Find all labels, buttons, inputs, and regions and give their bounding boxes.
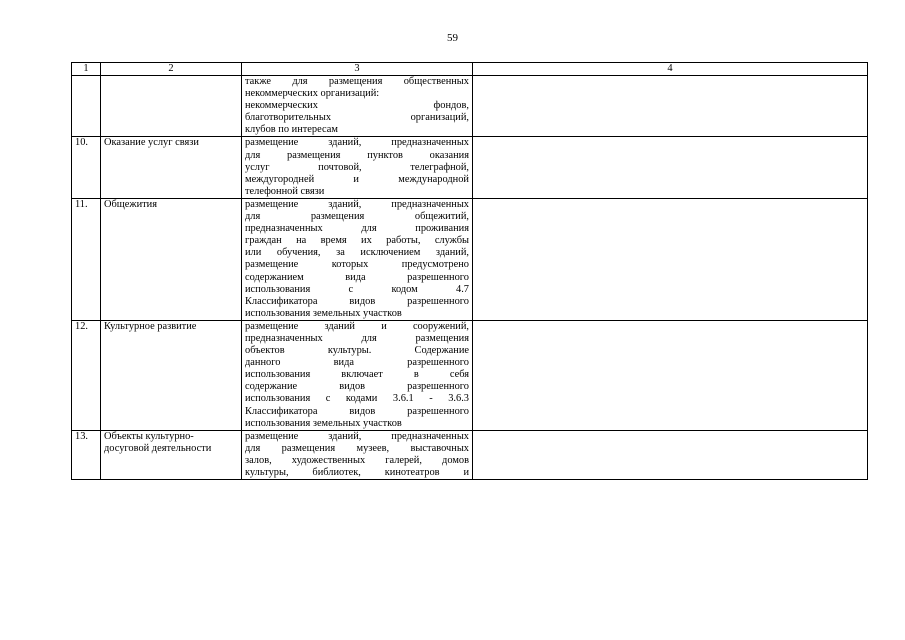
land-use-description: [242, 320, 473, 430]
header-cell-3: 3: [242, 63, 473, 76]
header-cell-2: 2: [101, 63, 242, 76]
description-line: Классификатора видов разрешенного: [245, 405, 469, 417]
description-line: для размещения пунктов оказания: [245, 149, 469, 161]
description-line: некоммерческих организаций:: [245, 88, 380, 100]
description-line: размещение которых предусмотрено: [245, 259, 469, 271]
table-row: [72, 137, 868, 198]
description-line: объектов культуры. Содержание: [245, 345, 469, 357]
table-row: [72, 198, 868, 320]
description-line: размещение зданий, предназначенных: [245, 198, 469, 210]
description-line: клубов по интересам: [245, 124, 338, 136]
row-number: 11.: [72, 198, 101, 320]
description-line: содержанием вида разрешенного: [245, 271, 469, 283]
description-line: для размещения музеев, выставочных: [245, 442, 469, 454]
table-body: [72, 76, 868, 480]
description-line: предназначенных для размещения: [245, 332, 469, 344]
column-4-cell: [473, 76, 868, 137]
row-number: 13.: [72, 430, 101, 479]
description-line: телефонной связи: [245, 185, 325, 197]
header-cell-4: 4: [473, 63, 868, 76]
land-use-type-name: [101, 76, 242, 137]
description-line: данного вида разрешенного: [245, 357, 469, 369]
land-use-type-name: Объекты культурно-досуговой деятельности: [101, 430, 242, 479]
description-line: залов, художественных галерей, домов: [245, 454, 469, 466]
description-line: использования земельных участков: [245, 417, 402, 429]
row-number: 10.: [72, 137, 101, 198]
header-cell-1: 1: [72, 63, 101, 76]
description-line: Классификатора видов разрешенного: [245, 295, 469, 307]
land-use-description: [242, 137, 473, 198]
description-line: или обучения, за исключением зданий,: [245, 247, 469, 259]
land-use-description: [242, 76, 473, 137]
description-line: содержание видов разрешенного: [245, 381, 469, 393]
land-use-type-name: Культурное развитие: [101, 320, 242, 430]
description-line: для размещения общежитий,: [245, 211, 469, 223]
land-use-type-name: Общежития: [101, 198, 242, 320]
land-use-type-name: Оказание услуг связи: [101, 137, 242, 198]
row-number: 12.: [72, 320, 101, 430]
column-4-cell: [473, 137, 868, 198]
description-line: междугородней и международной: [245, 173, 469, 185]
column-4-cell: [473, 320, 868, 430]
description-line: предназначенных для проживания: [245, 223, 469, 235]
row-number: [72, 76, 101, 137]
table-row: [72, 430, 868, 479]
description-line: услуг почтовой, телеграфной,: [245, 161, 469, 173]
description-line: использования с кодами 3.6.1 - 3.6.3: [245, 393, 469, 405]
land-use-description: [242, 198, 473, 320]
description-line: благотворительных организаций,: [245, 112, 469, 124]
zoning-table: [71, 62, 868, 480]
table-row: [72, 76, 868, 137]
column-4-cell: [473, 430, 868, 479]
description-line: использования включает в себя: [245, 369, 469, 381]
description-line: также для размещения общественных: [245, 76, 469, 87]
description-line: размещение зданий и сооружений,: [245, 320, 469, 332]
page-number: 59: [447, 32, 458, 44]
land-use-description: [242, 430, 473, 479]
description-line: некоммерческих фондов,: [245, 100, 469, 112]
description-line: использования с кодом 4.7: [245, 283, 469, 295]
table-row: [72, 320, 868, 430]
description-line: культуры, библиотек, кинотеатров и: [245, 467, 469, 478]
description-line: размещение зданий, предназначенных: [245, 430, 469, 442]
description-line: граждан на время их работы, службы: [245, 235, 469, 247]
description-line: использования земельных участков: [245, 307, 402, 319]
description-line: размещение зданий, предназначенных: [245, 137, 469, 149]
column-4-cell: [473, 198, 868, 320]
table-header: [72, 63, 868, 76]
